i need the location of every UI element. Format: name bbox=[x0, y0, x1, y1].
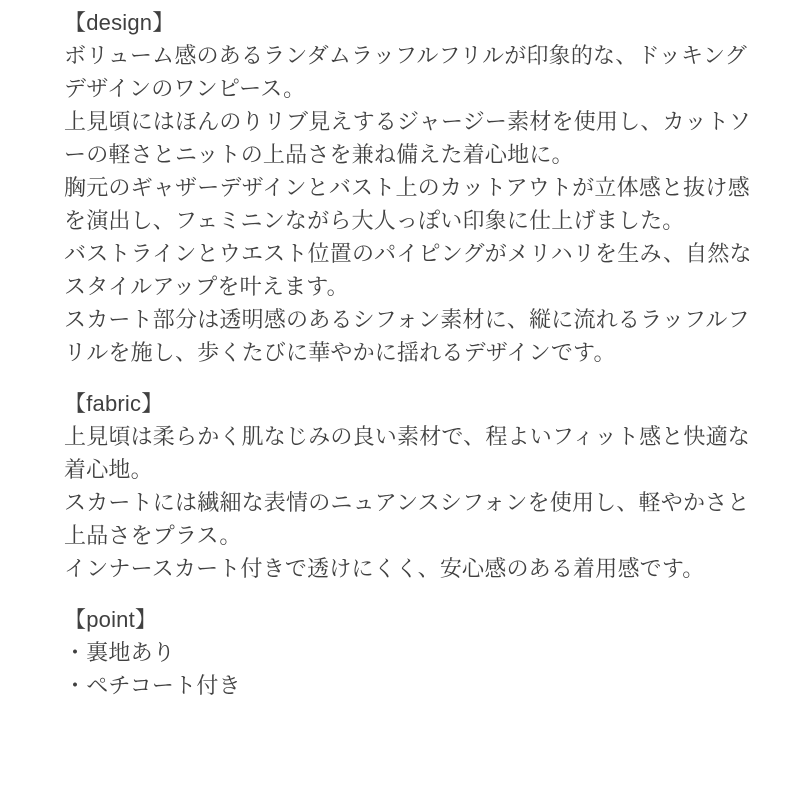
text-line: リルを施し、歩くたびに華やかに揺れるデザインです。 bbox=[64, 340, 616, 365]
text-line: ・ペチコート付き bbox=[64, 673, 241, 698]
text-line: 着心地。 bbox=[64, 457, 153, 482]
description-section bbox=[64, 603, 746, 702]
text-line: 上品さをプラス。 bbox=[64, 523, 242, 548]
text-line: バストラインとウエスト位置のパイピングがメリハリを生み、自然な bbox=[64, 241, 752, 266]
text-line: ーの軽さとニットの上品さを兼ね備えた着心地に。 bbox=[64, 142, 574, 167]
text-line: インナースカート付きで透けにくく、安心感のある着用感です。 bbox=[64, 556, 705, 581]
section-heading: 【design】 bbox=[64, 10, 175, 35]
text-line: 上見頃は柔らかく肌なじみの良い素材で、程よいフィット感と快適な bbox=[64, 424, 751, 449]
section-lines bbox=[64, 636, 746, 702]
text-line: スカート部分は透明感のあるシフォン素材に、縦に流れるラッフルフ bbox=[64, 307, 750, 332]
text-line: ボリューム感のあるランダムラッフルフリルが印象的な、ドッキング bbox=[64, 43, 747, 68]
description-section bbox=[64, 6, 752, 369]
section-heading: 【point】 bbox=[64, 607, 158, 632]
text-line: デザインのワンピース。 bbox=[64, 76, 306, 101]
sections-container bbox=[64, 6, 752, 702]
text-line: スタイルアップを叶えます。 bbox=[64, 274, 349, 299]
section-lines bbox=[64, 39, 752, 369]
text-line: スカートには繊細な表情のニュアンスシフォンを使用し、軽やかさと bbox=[64, 490, 750, 515]
description-section bbox=[64, 387, 751, 585]
section-lines bbox=[64, 420, 751, 585]
section-heading: 【fabric】 bbox=[64, 391, 164, 416]
text-line: 上見頃にはほんのりリブ見えするジャージー素材を使用し、カットソ bbox=[64, 109, 752, 134]
text-line: を演出し、フェミニンながら大人っぽい印象に仕上げました。 bbox=[64, 208, 685, 233]
text-line: ・裏地あり bbox=[64, 640, 176, 665]
text-line: 胸元のギャザーデザインとバスト上のカットアウトが立体感と抜け感 bbox=[64, 175, 750, 200]
